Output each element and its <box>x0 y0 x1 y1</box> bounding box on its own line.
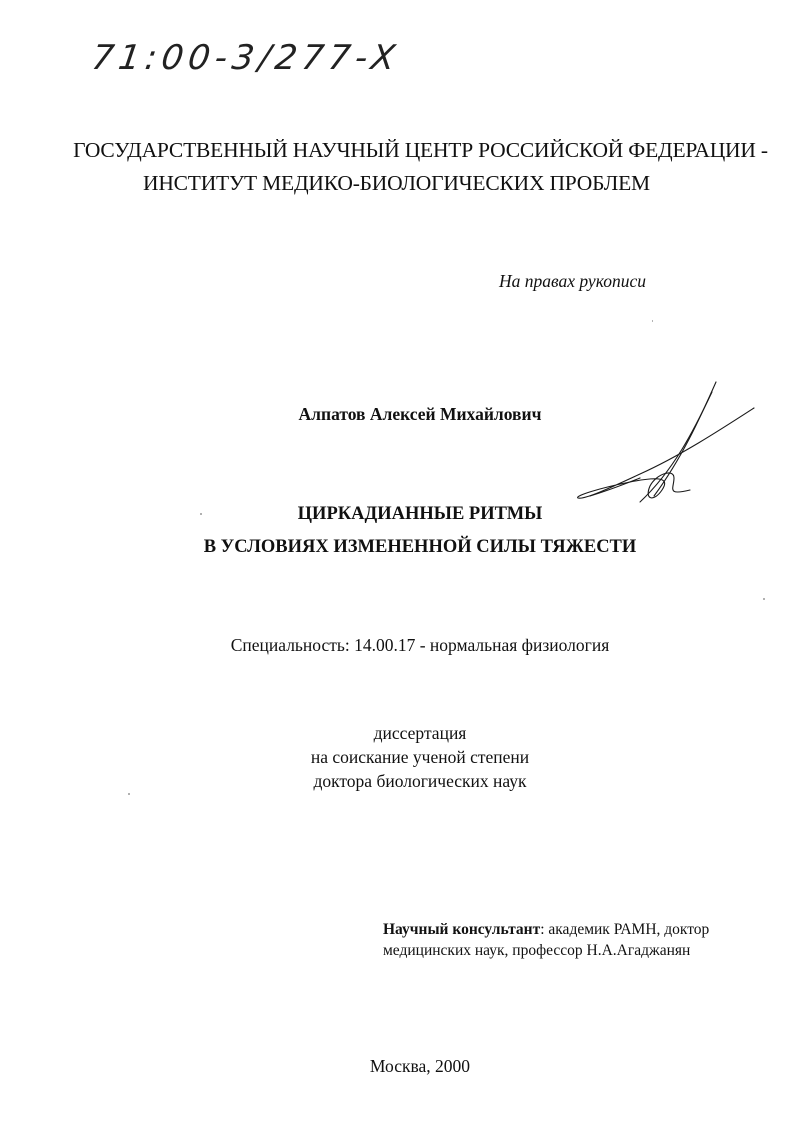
scan-speck <box>128 793 130 795</box>
organization-line-1: ГОСУДАРСТВЕННЫЙ НАУЧНЫЙ ЦЕНТР РОССИЙСКОЙ ФЕДЕРАЦИИ - <box>73 138 768 162</box>
signature-icon <box>570 378 760 508</box>
degree-name: доктора биологических наук <box>313 771 527 791</box>
scan-speck <box>200 513 202 515</box>
manuscript-rights-note: На правах рукописи <box>499 271 646 291</box>
scan-speck <box>652 320 653 322</box>
city-year: Москва, 2000 <box>369 1056 471 1076</box>
organization-line-2: ИНСТИТУТ МЕДИКО-БИОЛОГИЧЕСКИХ ПРОБЛЕМ <box>143 171 650 195</box>
specialty-line: Специальность: 14.00.17 - нормальная физиология <box>230 635 610 655</box>
scientific-consultant <box>383 919 709 961</box>
consultant-title: : академик РАМН, доктор <box>540 921 710 938</box>
consultant-line-1 <box>383 919 709 940</box>
scan-speck <box>763 598 765 600</box>
dissertation-type: диссертация <box>373 723 467 743</box>
author-name: Алпатов Алексей Михайлович <box>298 404 542 424</box>
archive-code-handwritten: 71:00-3/277-X <box>89 38 403 78</box>
consultant-line-2: медицинских наук, профессор Н.А.Агаджанян <box>383 942 691 959</box>
consultant-label: Научный консультант <box>383 921 541 938</box>
degree-purpose: на соискание ученой степени <box>310 747 530 767</box>
dissertation-title-line-2: В УСЛОВИЯХ ИЗМЕНЕННОЙ СИЛЫ ТЯЖЕСТИ <box>203 537 637 557</box>
dissertation-title-line-1: ЦИРКАДИАННЫЕ РИТМЫ <box>297 504 543 524</box>
